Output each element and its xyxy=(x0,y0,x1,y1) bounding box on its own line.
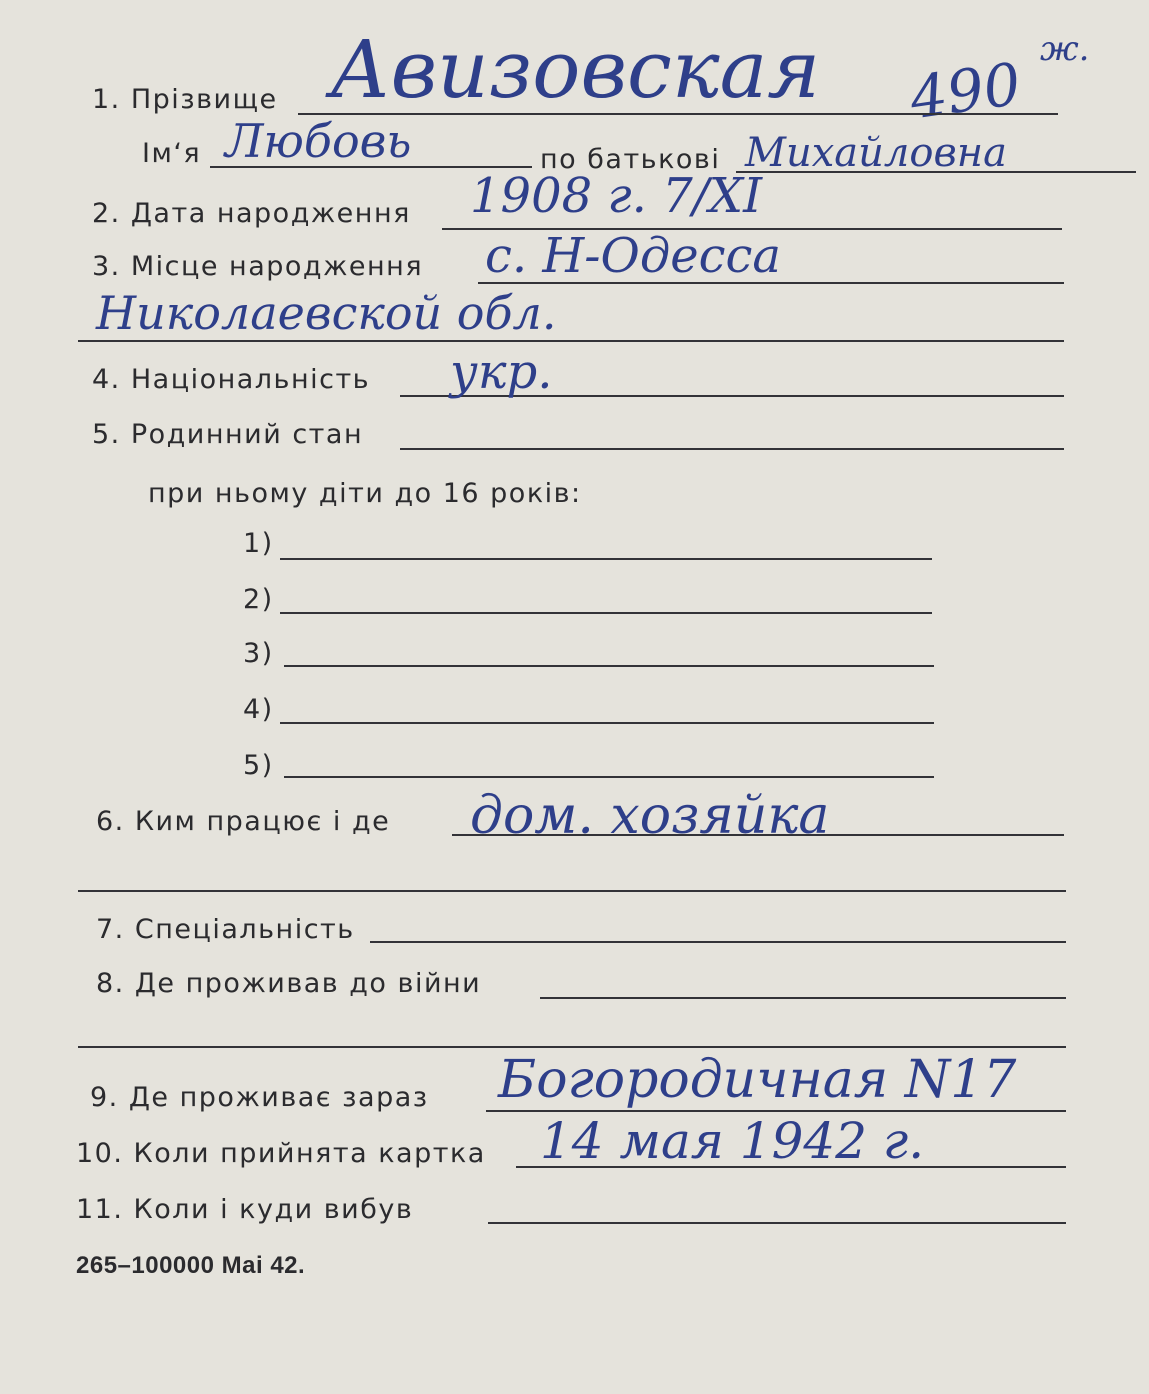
child-4-label: 4) xyxy=(243,694,274,725)
birth-place-line-2 xyxy=(78,340,1064,342)
card-number-suffix: ж. xyxy=(1040,29,1090,69)
departure-line xyxy=(488,1222,1066,1224)
child-1-label: 1) xyxy=(243,528,274,559)
child-1-line xyxy=(280,558,932,560)
child-4-line xyxy=(280,722,934,724)
occupation-line-2 xyxy=(78,890,1066,892)
birth-place-value-2: Николаевской обл. xyxy=(96,286,557,340)
child-5-line xyxy=(284,776,934,778)
card-accepted-value: 14 мая 1942 г. xyxy=(540,1112,925,1170)
specialty-label: 7. Спеціальність xyxy=(96,914,355,945)
prewar-residence-line xyxy=(540,997,1066,999)
card-accepted-label: 10. Коли прийнята картка xyxy=(76,1138,486,1169)
specialty-line xyxy=(370,941,1066,943)
child-3-line xyxy=(284,665,934,667)
prewar-residence-label: 8. Де проживав до війни xyxy=(96,968,482,999)
child-2-line xyxy=(280,612,932,614)
birth-date-label: 2. Дата народження xyxy=(92,198,411,229)
surname-label: 1. Прізвище xyxy=(92,84,278,115)
birth-place-label: 3. Місце народження xyxy=(92,251,424,282)
current-residence-value: Богородичная N17 xyxy=(498,1050,1017,1110)
child-3-label: 3) xyxy=(243,638,274,669)
birth-date-value: 1908 г. 7/XI xyxy=(470,168,763,224)
child-2-label: 2) xyxy=(243,584,274,615)
card-number: 490 xyxy=(905,49,1025,133)
patronymic-label: по батькові xyxy=(540,144,721,175)
children-label: при ньому діти до 16 років: xyxy=(148,478,582,509)
occupation-value: дом. хозяйка xyxy=(470,786,830,846)
child-5-label: 5) xyxy=(243,750,274,781)
marital-status-label: 5. Родинний стан xyxy=(92,419,364,450)
print-run-footer: 265–100000 Mai 42. xyxy=(76,1252,306,1279)
prewar-residence-line-2 xyxy=(78,1046,1066,1048)
departure-label: 11. Коли і куди вибув xyxy=(76,1194,414,1225)
first-name-value: Любовь xyxy=(225,114,412,168)
patronymic-value: Михайловна xyxy=(745,130,1007,176)
nationality-label: 4. Національність xyxy=(92,364,371,395)
first-name-label: Ім‘я xyxy=(142,138,202,169)
occupation-label: 6. Ким працює і де xyxy=(96,806,391,837)
marital-status-line xyxy=(400,448,1064,450)
surname-value: Авизовская xyxy=(330,23,821,116)
birth-place-value-1: с. Н-Одесса xyxy=(485,228,782,284)
nationality-value: укр. xyxy=(450,344,553,400)
current-residence-label: 9. Де проживає зараз xyxy=(90,1082,429,1113)
